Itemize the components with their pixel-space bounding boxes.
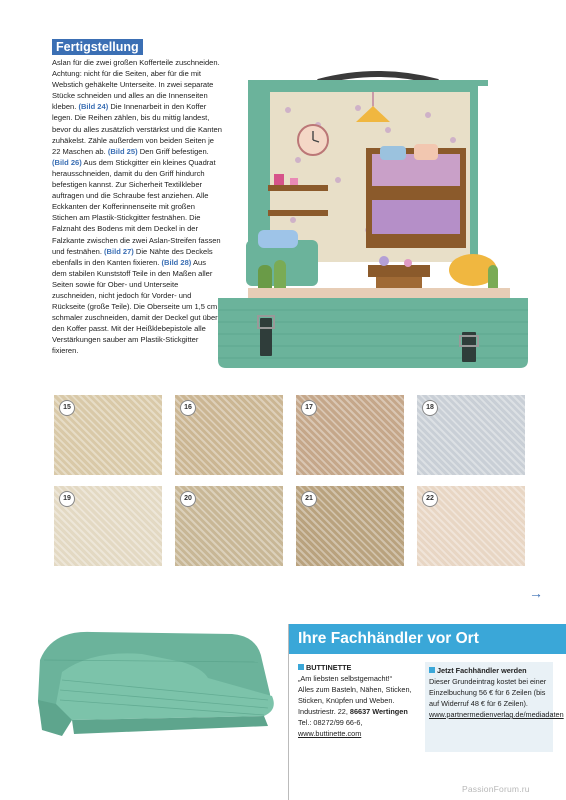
dealer-listing-box [288,624,566,800]
step-photo-20 [175,486,283,566]
step-number-badge: 20 [180,491,196,507]
dealer-description: Alles zum Basteln, Nähen, Sticken, Sticken, Knüpfen und Weben. [298,685,412,705]
dealer-box-header: Ihre Fachhändler vor Ort [289,624,566,654]
text-segment: Die Innenarbeit in den Koffer legen. Die Reihen zählen, bis du mittig landest, bevor du alles zusätzlich verstärkst und die Kanten zuhäkelst. Zähle außerdem von beiden Seiten je 22 Maschen ab. [52,102,222,156]
square-bullet-icon [429,667,435,673]
crochet-sofa-photo [32,620,282,740]
suitcase-dollhouse-photo [218,70,538,370]
next-page-arrow[interactable]: → [529,585,543,601]
text-segment: Aus dem Stickgitter ein kleines Quadrat herausschneiden, damit du den Griff hindurch befestigen kannst. Zur Sicherheit Textilkleber auftragen und die Schraube fest anziehen. Alle Eckkanten der Kofferinnenseite mit großen Stichen am Plastik-Stickgitter festnähen. Die Falznaht des Bodens mit dem Deckel in der Falzkante zwischen die zwei Aslan-Streifen fassen und festnähen. [52,157,221,256]
step-photo-18 [417,395,525,475]
promo-title: Jetzt Fachhändler werden [437,666,527,675]
text-segment: Aslan für die zwei großen Kofferteile zuschneiden. Achtung: nicht für die Seiten, aber für die mit Webstich gehäkelte Unterseite. In zwei separate Stücke schneiden und alles an die Innenseiten kleben. [52,58,220,112]
figure-reference: (Bild 26) [52,157,82,167]
step-photo-21 [296,486,404,566]
step-number-badge: 21 [301,491,317,507]
become-dealer-promo [425,662,564,752]
promo-text: Dieser Grundeintrag kostet bei einer Einzelbuchung 56 € für 6 Zeilen (bis auf Widerruf 48 € für 6 Zeilen). [429,677,547,708]
promo-link[interactable]: www.partnermedienverlag.de/mediadaten [429,710,564,719]
dealer-address: Industriestr. 22, 86637 Wertingen [298,707,408,716]
dealer-website-link[interactable]: www.buttinette.com [298,729,362,738]
step-number-badge: 19 [59,491,75,507]
figure-reference: (Bild 24) [78,102,109,112]
figure-reference: (Bild 27) [104,246,134,256]
dealer-entry-buttinette [298,662,426,739]
dealer-contact: Tel.: 08272/99 66-6, www.buttinette.com [298,718,363,738]
instruction-text [52,57,222,357]
step-photo-22 [417,486,525,566]
step-number-badge: 17 [301,400,317,416]
square-bullet-icon [298,664,304,670]
figure-reference: (Bild 28) [161,257,192,267]
dealer-name: BUTTINETTE [306,663,352,672]
dealer-slogan: „Am liebsten selbstgemacht!“ [298,674,393,683]
step-number-badge: 16 [180,400,196,416]
watermark: PassionForum.ru [462,784,530,794]
text-segment: Die Nähte des Deckels ebenfalls in den Kanten fixieren. [52,246,213,267]
text-segment: Den Griff befestigen. [137,146,209,156]
step-photo-19 [54,486,162,566]
text-segment: Aus dem stabilen Kunststoff Teile in den Maßen aller Seiten sowie für Ober- und Unterseite zuschneiden, nicht jedoch für Vorder- und Rückseite (große Teile). Die Oberseite um 1,5 cm schmaler zuschneiden, damit der Deckel gut über den Koffer passt. Mit der Heißklebepistole alle Verstärkungen sauber am Plastik-Stickgitter fixieren. [52,257,218,356]
step-photo-16 [175,395,283,475]
step-photo-17 [296,395,404,475]
step-number-badge: 15 [59,400,75,416]
step-photo-15 [54,395,162,475]
step-number-badge: 22 [422,491,438,507]
step-number-badge: 18 [422,400,438,416]
figure-reference: (Bild 25) [107,146,138,156]
section-heading: Fertigstellung [52,39,143,55]
